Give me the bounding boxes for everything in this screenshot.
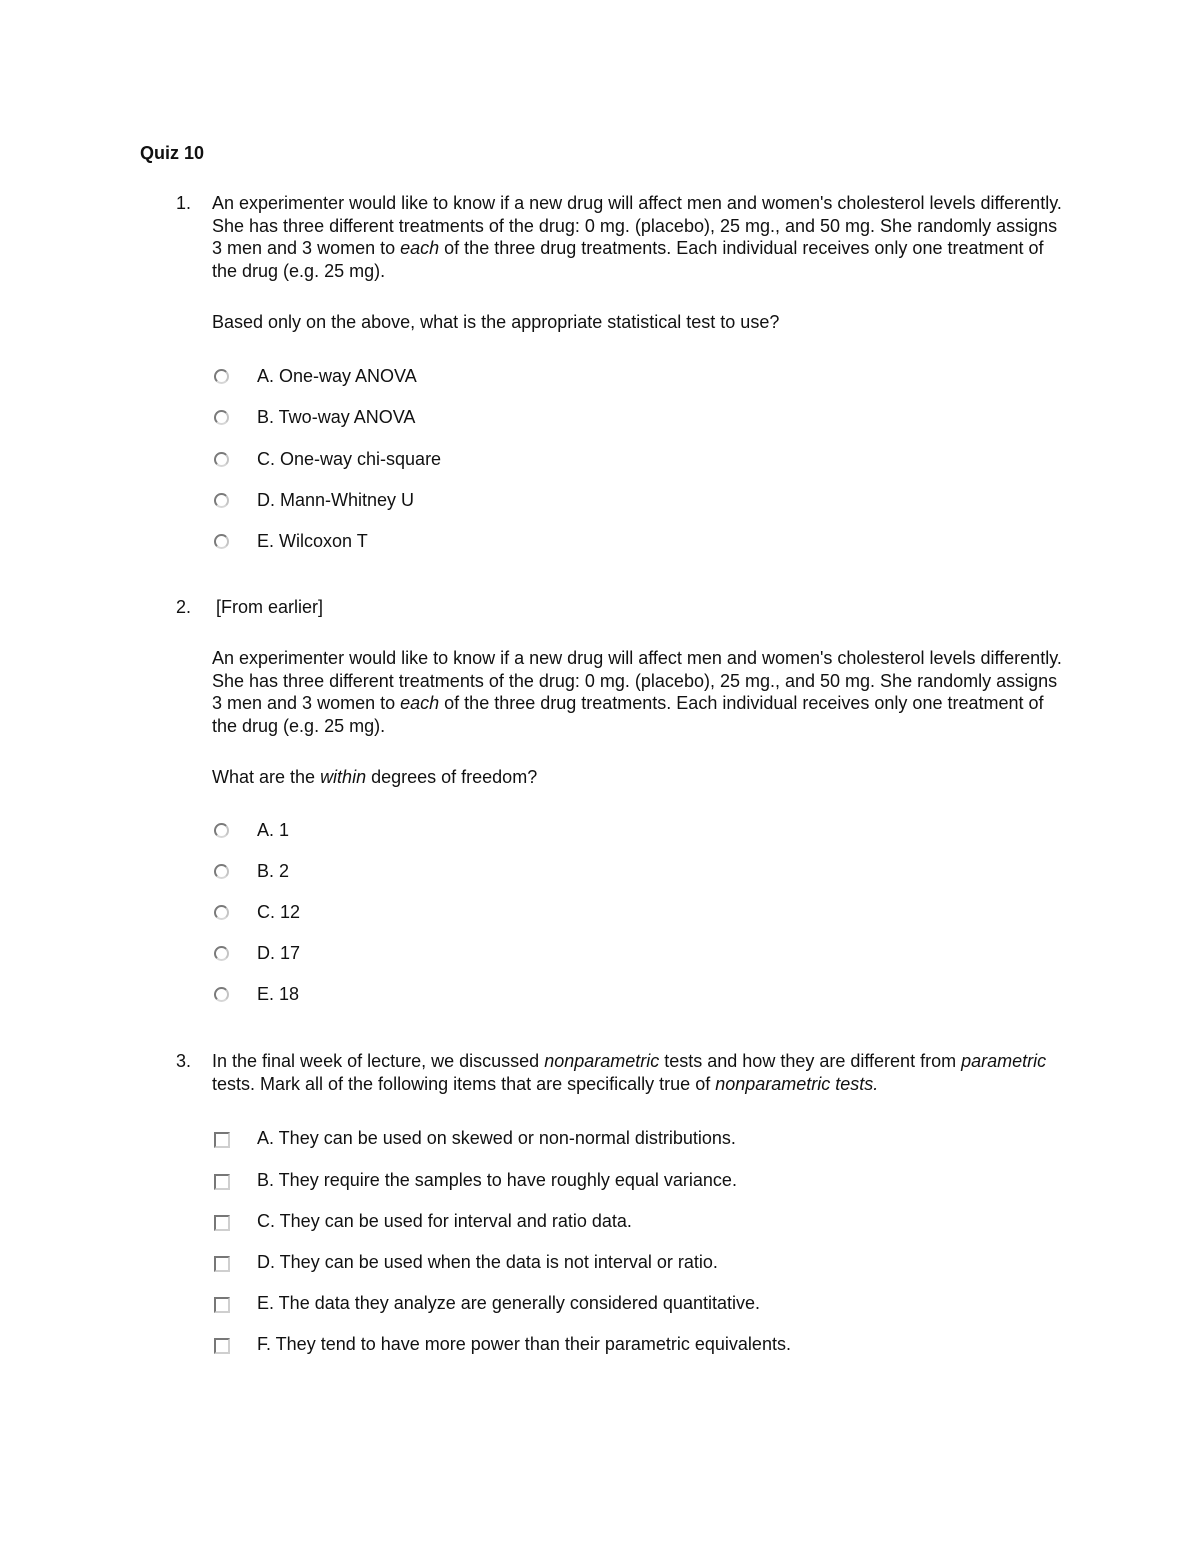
radio-button[interactable]	[214, 369, 229, 384]
checkbox[interactable]	[214, 1215, 230, 1231]
radio-button[interactable]	[214, 534, 229, 549]
radio-button[interactable]	[214, 987, 229, 1002]
radio-button[interactable]	[214, 452, 229, 467]
checkbox[interactable]	[214, 1174, 230, 1190]
question-1-body	[212, 192, 1062, 334]
radio-button[interactable]	[214, 823, 229, 838]
question-number: 1.	[176, 193, 192, 213]
question-number: 3.	[176, 1051, 192, 1071]
page-title: Quiz 10	[140, 143, 205, 163]
quiz-page: Quiz 10 1. An experimenter would like to know if a new drug will affect men and women's cholesterol levels differently. She has three different treatments of the drug: 0 mg. (placebo), 25 mg., and 50 mg. She randomly assigns 3 men and 3 women to each of the three drug treatments. Each individual receives only one treatment of the drug (e.g. 25 mg). Based only on the above, what is the appropriate statistical test to use? A. One-way ANOVA B. Two-way ANOVA C. One-way chi-square D. Mann-Whitney U E. Wilcoxon T 2. [From earlier] An experimenter would like to know if a new drug will affect men and women's cholesterol levels differently. She has three different treatments of the drug: 0 mg. (placebo), 25 mg., and 50 mg. She randomly assigns 3 men and 3 women to each of the three drug treatments. Each individual receives only one treatment of the drug (e.g. 25 mg). What are the within degrees of freedom? A. 1 B. 2 C. 12 D. 17 E. 18 3. In the final week of lecture, we discussed nonparametric tests and how they are different from parametric tests. Mark all of the following items that are specifically true of nonparametric tests. A. They can be used on skewed or non-normal distributions. B. They require the samples to have roughly equal variance. C. They can be used for interval and ratio data. D. They can be used when the data is not interval or ratio. E. The data they analyze are generally considered quantitative. F. They tend to have more power than their parametric equivalents.	[0, 0, 1200, 1553]
radio-button[interactable]	[214, 905, 229, 920]
radio-button[interactable]	[214, 946, 229, 961]
question-2-stem: An experimenter would like to know if a new drug will affect men and women's cholesterol levels differently. She has three different treatments of the drug: 0 mg. (placebo), 25 mg., and 50 mg. She randomly assigns 3 men and 3 women to each of the three drug treatments. Each individual receives only one treatment of the drug (e.g. 25 mg).	[212, 648, 1062, 736]
checkbox[interactable]	[214, 1338, 230, 1354]
checkbox[interactable]	[214, 1256, 230, 1272]
question-2-body	[212, 647, 1062, 789]
radio-button[interactable]	[214, 864, 229, 879]
question-1-prompt: Based only on the above, what is the appropriate statistical test to use?	[212, 312, 780, 332]
question-2-note: [From earlier]	[216, 597, 324, 617]
checkbox[interactable]	[214, 1132, 230, 1148]
question-2-prompt: What are the within degrees of freedom?	[212, 767, 538, 787]
question-3-stem: In the final week of lecture, we discussed nonparametric tests and how they are different from parametric tests. Mark all of the following items that are specifically true of nonparametric tests.	[212, 1051, 1047, 1094]
checkbox[interactable]	[214, 1297, 230, 1313]
question-1-stem: An experimenter would like to know if a new drug will affect men and women's cholesterol levels differently. She has three different treatments of the drug: 0 mg. (placebo), 25 mg., and 50 mg. She randomly assigns 3 men and 3 women to each of the three drug treatments. Each individual receives only one treatment of the drug (e.g. 25 mg).	[212, 193, 1062, 281]
radio-button[interactable]	[214, 493, 229, 508]
question-3-body	[212, 1050, 1062, 1095]
question-number: 2.	[176, 597, 192, 617]
radio-button[interactable]	[214, 410, 229, 425]
